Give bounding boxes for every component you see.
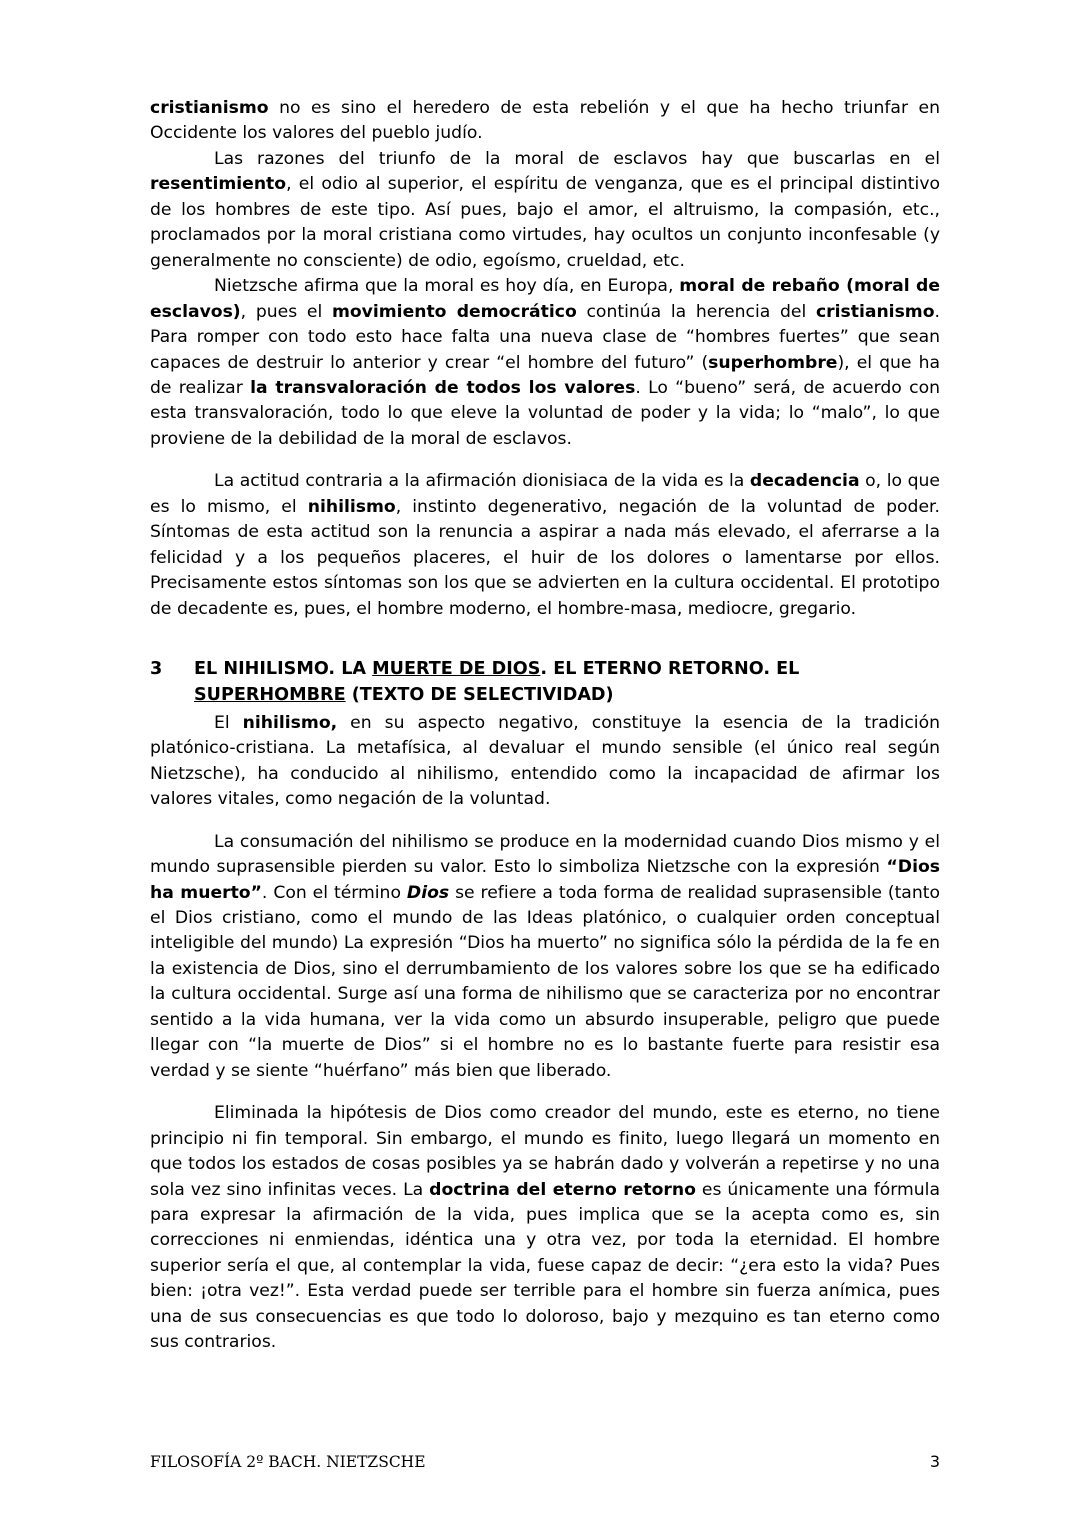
paragraph-4-bold-1: decadencia bbox=[749, 471, 860, 492]
paragraph-3-bold-3: cristianismo bbox=[815, 301, 935, 322]
paragraph-2 bbox=[150, 147, 940, 274]
paragraph-6-text-3: se refiere a toda forma de realidad suprasensible (tanto el Dios cristiano, como el mundo de las Ideas platónico, o cualquier orden conceptual inteligible del mundo) La expresión “Dios ha muerto” no significa sólo la pérdida de la fe en la existencia de Dios, sino el derrumbamiento de los valores sobre los que se ha edificado la cultura occidental. Surge así una forma de nihilismo que se caracteriza por no encontrar sentido a la vida humana, ver la vida como un absurdo insuperable, peligro que puede llegar con “la muerte de Dios” si el hombre no es lo bastante fuerte para resistir esa verdad y se siente “huérfano” más bien que liberado. bbox=[150, 882, 940, 1081]
paragraph-1-text: no es sino el heredero de esta rebelión y el que ha hecho triunfar en Occidente los valores del pueblo judío. bbox=[150, 98, 940, 144]
page-footer bbox=[150, 1452, 940, 1471]
paragraph-6 bbox=[150, 830, 940, 1085]
footer-page-number: 3 bbox=[929, 1452, 940, 1471]
paragraph-7-text-2: es únicamente una fórmula para expresar la afirmación de la vida, pues implica que se la acepta como es, sin correcciones ni enmiendas, idéntica una y otra vez, por toda la eternidad. El hombre superior sería el que, al contemplar la vida, fuese capaz de decir: “¿era esto la vida? Pues bien: ¡otra vez!”. Esta verdad puede ser terrible para el hombre sin fuerza anímica, pues una de sus consecuencias es que todo lo doloroso, bajo y mezquino es tan eterno como sus contrarios. bbox=[150, 1179, 940, 1353]
section-title-part-2: . EL ETERNO RETORNO. EL bbox=[540, 659, 800, 680]
paragraph-5-text-1: El bbox=[214, 712, 243, 733]
paragraph-4-bold-2: nihilismo bbox=[307, 496, 396, 517]
paragraph-3-bold-5: la transvaloración de todos los valores bbox=[250, 377, 636, 398]
paragraph-3-text-6: . Lo “bueno” será, de acuerdo con esta transvaloración, todo lo que eleve la voluntad de poder y la vida; lo “malo”, lo que proviene de la debilidad de la moral de esclavos. bbox=[150, 377, 940, 449]
paragraph-7-bold-1: doctrina del eterno retorno bbox=[429, 1179, 696, 1200]
section-title-underline-1: MUERTE DE DIOS bbox=[372, 659, 541, 680]
paragraph-6-bold-1: “Dios ha muerto” bbox=[150, 857, 940, 903]
paragraph-2-text-2: , el odio al superior, el espíritu de venganza, que es el principal distintivo de los hombres de este tipo. Así pues, bajo el amor, el altruismo, la compasión, etc., proclamados por la moral cristiana como virtudes, hay ocultos un conjunto inconfesable (y generalmente no consciente) de odio, egoísmo, crueldad, etc. bbox=[150, 174, 940, 271]
paragraph-2-text-1: Las razones del triunfo de la moral de esclavos hay que buscarlas en el bbox=[214, 148, 940, 169]
paragraph-3-bold-1: moral de rebaño (moral de esclavos) bbox=[150, 276, 941, 322]
paragraph-5-bold-1: nihilismo, bbox=[242, 712, 338, 733]
section-title-underline-2: SUPERHOMBRE bbox=[194, 685, 346, 706]
paragraph-1-lead-bold: cristianismo bbox=[150, 98, 269, 118]
paragraph-3-text-1: Nietzsche afirma que la moral es hoy día, en Europa, bbox=[214, 276, 680, 297]
paragraph-3-bold-4: superhombre bbox=[708, 352, 838, 373]
paragraph-4-text-3: , instinto degenerativo, negación de la voluntad de poder. Síntomas de esta actitud son la renuncia a aspirar a nada más elevado, el aferrarse a la felicidad y a los pequeños placeres, el huir de los dolores o lamentarse por ellos. Precisamente estos síntomas son los que se advierten en la cultura occidental. El prototipo de decadente es, pues, el hombre moderno, el hombre-masa, mediocre, gregario. bbox=[150, 496, 940, 619]
section-heading-3 bbox=[150, 656, 940, 709]
footer-left-text: FILOSOFÍA 2º BACH. NIETZSCHE bbox=[150, 1453, 426, 1471]
paragraph-3-text-4: . Para romper con todo esto hace falta una nueva clase de “hombres fuertes” que sean capaces de destruir lo anterior y crear “el hombre del futuro” ( bbox=[150, 301, 940, 373]
paragraph-6-text-1: La consumación del nihilismo se produce en la modernidad cuando Dios mismo y el mundo suprasensible pierden su valor. Esto lo simboliza Nietzsche con la expresión bbox=[150, 831, 940, 878]
paragraph-2-bold-1: resentimiento bbox=[150, 174, 287, 195]
paragraph-1 bbox=[150, 96, 940, 147]
paragraph-5 bbox=[150, 711, 940, 813]
section-title-part-3: (TEXTO DE SELECTIVIDAD) bbox=[345, 685, 614, 706]
paragraph-3-bold-2: movimiento democrático bbox=[331, 301, 577, 322]
paragraph-6-bold-italic-1: Dios bbox=[406, 882, 450, 903]
paragraph-4-text-2: o, lo que es lo mismo, el bbox=[150, 471, 940, 517]
paragraph-7-text-1: Eliminada la hipótesis de Dios como creador del mundo, este es eterno, no tiene principio ni fin temporal. Sin embargo, el mundo es finito, luego llegará un momento en que todos los estados de cosas posibles ya se habrán dado y volverán a repetirse y no una sola vez sino infinitas veces. La bbox=[150, 1103, 940, 1200]
section-title-part-1: EL NIHILISMO. LA bbox=[194, 659, 373, 680]
section-title bbox=[194, 656, 940, 709]
section-number: 3 bbox=[150, 659, 163, 680]
paragraph-3 bbox=[150, 274, 940, 452]
paragraph-4-text-1: La actitud contraria a la afirmación dionisiaca de la vida es la bbox=[214, 471, 750, 492]
paragraph-6-text-2: . Con el término bbox=[261, 882, 407, 903]
paragraph-7 bbox=[150, 1101, 940, 1356]
paragraph-3-text-5: ), el que ha de realizar bbox=[150, 352, 940, 398]
paragraph-3-text-3: continúa la herencia del bbox=[576, 301, 816, 322]
paragraph-5-text-2: en su aspecto negativo, constituye la esencia de la tradición platónico-cristiana. La metafísica, al devaluar el mundo sensible (el único real según Nietzsche), ha conducido al nihilismo, entendido como la incapacidad de afirmar los valores vitales, como negación de la voluntad. bbox=[150, 712, 940, 810]
paragraph-3-text-2: , pues el bbox=[240, 301, 332, 322]
paragraph-4 bbox=[150, 469, 940, 622]
